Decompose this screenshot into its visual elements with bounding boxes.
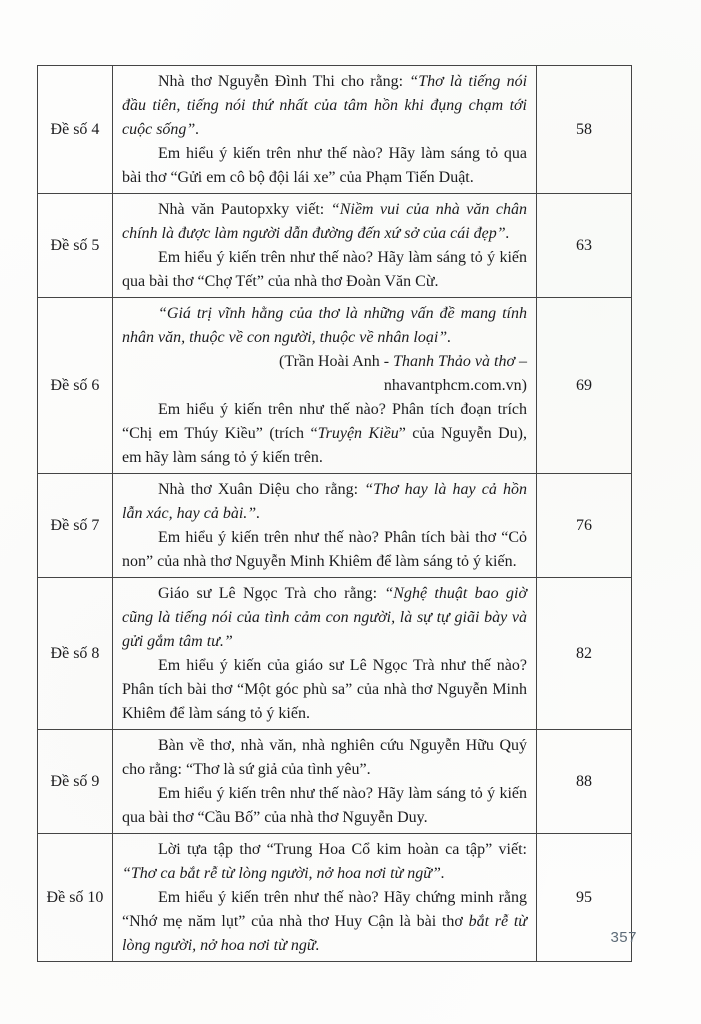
- table-row: [38, 730, 631, 834]
- exercise-label: Đề số 4: [38, 66, 113, 193]
- table-row: [38, 194, 631, 298]
- exercise-label: Đề số 10: [38, 834, 113, 961]
- exercise-label: Đề số 9: [38, 730, 113, 833]
- table-row: [38, 578, 631, 730]
- exercise-label: Đề số 6: [38, 298, 113, 473]
- exercise-label: Đề số 5: [38, 194, 113, 297]
- page-number: 63: [576, 236, 592, 254]
- page-number: 88: [576, 772, 592, 790]
- exercise-description: [113, 474, 537, 577]
- page-number: 95: [576, 888, 592, 906]
- toc-table: [37, 65, 632, 962]
- page-number: 76: [576, 516, 592, 534]
- content-paragraph: Em hiểu ý kiến trên như thế nào? Hãy làm sáng tỏ qua bài thơ “Gửi em cô bộ đội lái xe” của Phạm Tiến Duật.: [122, 145, 527, 186]
- content-paragraph: Giáo sư Lê Ngọc Trà cho rằng: “Nghệ thuật bao giờ cũng là tiếng nói của tình cảm con người, là sự tự giãi bày và gửi gắm tâm tư.”: [122, 585, 527, 650]
- table-row: [38, 474, 631, 578]
- content-paragraph: Nhà thơ Xuân Diệu cho rằng: “Thơ hay là hay cả hồn lẫn xác, hay cả bài.”.: [122, 481, 528, 522]
- exercise-description: [113, 834, 537, 961]
- content-paragraph: “Giá trị vĩnh hằng của thơ là những vấn đề mang tính nhân văn, thuộc về con người, thuộc về nhân loại”.: [122, 305, 527, 346]
- exercise-label: Đề số 7: [38, 474, 113, 577]
- content-paragraph: Nhà văn Pautopxky viết: “Niềm vui của nhà văn chân chính là được làm người dẫn đường đến xứ sở của cái đẹp”.: [122, 201, 528, 242]
- page-number: 69: [576, 376, 592, 394]
- content-paragraph: Em hiểu ý kiến trên như thế nào? Phân tích đoạn trích “Chị em Thúy Kiều” (trích “Truyện Kiều” của Nguyễn Du), em hãy làm sáng tỏ ý kiến trên.: [122, 401, 528, 466]
- content-paragraph: Em hiểu ý kiến trên như thế nào? Phân tích bài thơ “Cỏ non” của nhà thơ Nguyễn Minh Khiêm để làm sáng tỏ ý kiến.: [122, 529, 527, 570]
- table-row: [38, 834, 631, 961]
- exercise-description: [113, 194, 537, 297]
- content-paragraph: Em hiểu ý kiến trên như thế nào? Hãy làm sáng tỏ ý kiến qua bài thơ “Chợ Tết” của nhà thơ Đoàn Văn Cừ.: [122, 249, 527, 290]
- content-paragraph: Bàn về thơ, nhà văn, nhà nghiên cứu Nguyễn Hữu Quý cho rằng: “Thơ là sứ giả của tình yêu”.: [122, 737, 527, 778]
- exercise-description: [113, 730, 537, 833]
- content-paragraph: Lời tựa tập thơ “Trung Hoa Cổ kim hoàn ca tập” viết: “Thơ ca bắt rễ từ lòng người, nở hoa nơi từ ngữ”.: [122, 841, 527, 882]
- footer-page-number: 357: [610, 929, 637, 946]
- exercise-description: [113, 66, 537, 193]
- exercise-label: Đề số 8: [38, 578, 113, 729]
- content-paragraph: nhavantphcm.com.vn): [383, 377, 527, 394]
- exercise-description: [113, 298, 537, 473]
- page-number: 82: [576, 644, 592, 662]
- page-number: 58: [576, 120, 592, 138]
- table-row: [38, 298, 631, 474]
- content-paragraph: (Trần Hoài Anh - Thanh Thảo và thơ –: [279, 353, 527, 370]
- table-row: [38, 66, 631, 194]
- content-paragraph: Em hiểu ý kiến trên như thế nào? Hãy chứng minh rằng “Nhớ mẹ năm lụt” của nhà thơ Huy Cận là bài thơ bắt rễ từ lòng người, nở hoa nơi từ ngữ.: [122, 889, 527, 954]
- content-paragraph: Nhà thơ Nguyễn Đình Thi cho rằng: “Thơ là tiếng nói đầu tiên, tiếng nói thứ nhất của tâm hồn khi đụng chạm tới cuộc sống”.: [122, 73, 528, 138]
- content-paragraph: Em hiểu ý kiến trên như thế nào? Hãy làm sáng tỏ ý kiến qua bài thơ “Cầu Bố” của nhà thơ Nguyễn Duy.: [122, 785, 527, 826]
- content-paragraph: Em hiểu ý kiến của giáo sư Lê Ngọc Trà như thế nào? Phân tích bài thơ “Một góc phù sa” của nhà thơ Nguyễn Minh Khiêm để làm sáng tỏ ý kiến.: [122, 657, 527, 722]
- exercise-description: [113, 578, 537, 729]
